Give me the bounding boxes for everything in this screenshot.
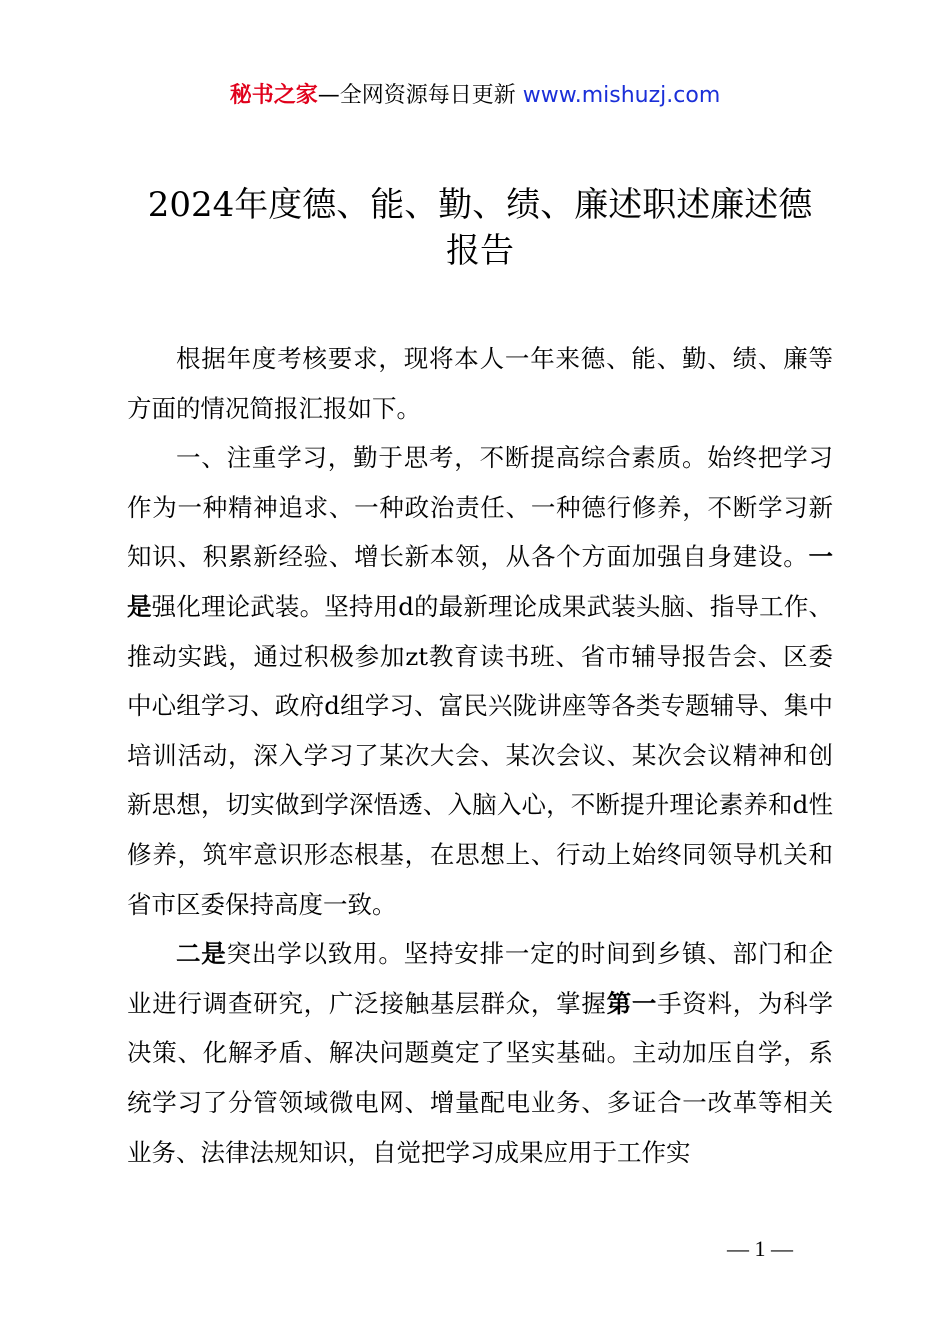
title-line-2: 报告: [446, 231, 514, 271]
document-title: [110, 182, 850, 274]
site-tagline: —全网资源每日更新: [317, 83, 516, 108]
paragraph-practice: [127, 929, 833, 1177]
paragraph-practice-text-cont: 手资料，为科学决策、化解矛盾、解决问题奠定了坚实基础。主动加压自学，系统学习了分管领域微电网、增量配电业务、多证合一改革等相关业务、法律法规知识，自觉把学习成果应用于工作实: [127, 988, 834, 1167]
site-url-link[interactable]: www.mishuzj.com: [522, 83, 721, 108]
paragraph-intro: 根据年度考核要求，现将本人一年来德、能、勤、绩、廉等方面的情况简报汇报如下。: [127, 344, 833, 423]
bold-marker-second: 二是: [176, 939, 227, 969]
site-name: 秘书之家: [229, 83, 318, 108]
document-body: [127, 334, 833, 1177]
bold-marker-firsthand: 第一: [606, 988, 658, 1018]
paragraph-practice-text: 突出学以致用。坚持安排一定的时间到乡镇、部门和企业进行调查研究，广泛接触基层群众，掌握: [127, 939, 834, 1018]
title-line-1: 2024年度德、能、勤、绩、廉述职述廉述德: [147, 185, 813, 225]
paragraph-study-text-cont: 强化理论武装。坚持用d的最新理论成果武装头脑、指导工作、推动实践，通过积极参加zt教育读书班、省市辅导报告会、区委中心组学习、政府d组学习、富民兴陇讲座等各类专题辅导、集中培训活动，深入学习了某次大会、某次会议、某次会议精神和创新思想，切实做到学深悟透、入脑入心，不断提升理论素养和d性修养，筑牢意识形态根基，在思想上、行动上始终同领导机关和省市区委保持高度一致。: [127, 591, 833, 919]
paragraph-study: [127, 433, 833, 929]
page-number: — 1 —: [727, 1236, 793, 1261]
site-header: [0, 80, 950, 112]
paragraph-study-text: 一、注重学习，勤于思考，不断提高综合素质。始终把学习作为一种精神追求、一种政治责任、一种德行修养，不断学习新知识、积累新经验、增长新本领，从各个方面加强自身建设。: [127, 443, 833, 572]
bold-marker-first: 一是: [127, 542, 833, 621]
page-footer: [0, 1236, 950, 1262]
